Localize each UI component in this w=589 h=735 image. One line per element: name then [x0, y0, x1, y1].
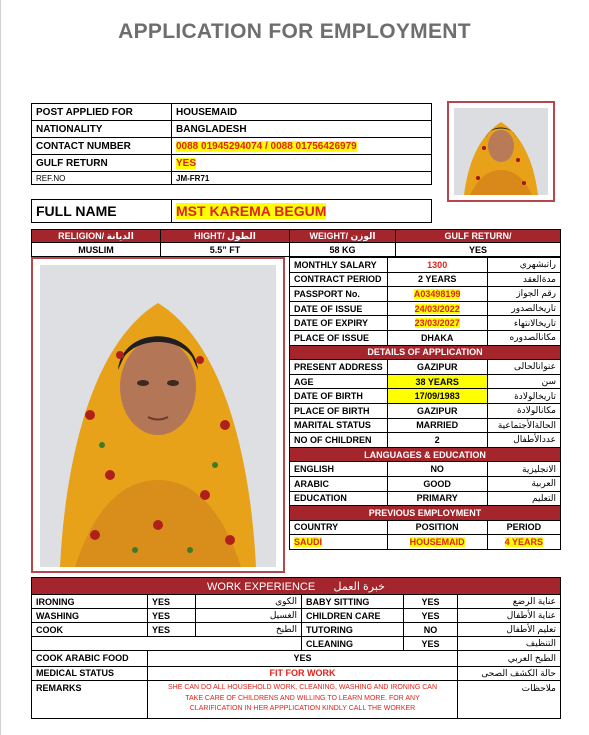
top-info-table [31, 103, 432, 185]
children-care-ar: عناية الأطفال [458, 609, 561, 623]
contact-label: CONTACT NUMBER [32, 138, 172, 155]
cook-label: COOK [32, 623, 148, 637]
period-value: 4 YEARS [504, 537, 544, 548]
cleaning-label: CLEANING [302, 637, 404, 651]
tutoring-ar: تعليم الأطفال [458, 623, 561, 637]
issue-place-label: PLACE OF ISSUE [290, 330, 388, 345]
remarks-value [148, 680, 458, 718]
details-table [289, 257, 561, 550]
languages-header: LANGUAGES & EDUCATION [290, 447, 561, 462]
expiry-date-label: DATE OF EXPIRY [290, 316, 388, 331]
remarks-line-2: TAKE CARE OF CHILDRENS AND WILLING TO LEARN MORE. FOR ANY [185, 694, 420, 702]
contract-period-label: CONTRACT PERIOD [290, 272, 388, 287]
application-header: DETAILS OF APPLICATION [290, 345, 561, 360]
children-label: NO OF CHILDREN [290, 433, 388, 448]
education-ar: التعليم [487, 491, 560, 506]
issue-place-value: DHAKA [387, 330, 487, 345]
salary-label: MONTHLY SALARY [290, 258, 388, 273]
contract-period-value: 2 YEARS [387, 272, 487, 287]
gulf-return-summary-value: YES [396, 243, 561, 257]
cook-ar: الطبخ [196, 623, 302, 637]
birth-place-label: PLACE OF BIRTH [290, 403, 388, 418]
weight-header: WEIGHT/ الوزن [290, 230, 396, 243]
issue-date-value: 24/03/2022 [414, 303, 460, 314]
passport-label: PASSPORT No. [290, 287, 388, 302]
gulf-return-value: YES [176, 157, 197, 169]
small-photo [454, 108, 548, 195]
issue-place-ar: مكانالصدوره [487, 330, 560, 345]
ref-no-label: REF.NO [32, 172, 172, 185]
cleaning-value: YES [404, 637, 458, 651]
remarks-line-1: SHE CAN DO ALL HOUSEHOLD WORK, CLEANING, WASHING AND IRONING CAN [167, 684, 438, 692]
children-care-value: YES [404, 609, 458, 623]
expiry-date-value: 23/03/2027 [414, 318, 460, 329]
page-title: APPLICATION FOR EMPLOYMENT [118, 20, 471, 43]
passport-value: A03498199 [413, 288, 461, 299]
work-experience-table [31, 577, 561, 719]
gulf-return-label: GULF RETURN [32, 155, 172, 172]
country-value: SAUDI [294, 537, 323, 548]
remarks-ar: ملاحظات [458, 680, 561, 718]
full-name-table [31, 199, 432, 223]
nationality-label: NATIONALITY [32, 121, 172, 138]
tutoring-label: TUTORING [302, 623, 404, 637]
arabic-ar: العربية [487, 476, 560, 491]
marital-value: MARRIED [387, 418, 487, 433]
weight-value: 58 KG [290, 243, 396, 257]
education-value: PRIMARY [387, 491, 487, 506]
baby-sitting-ar: عناية الرضع [458, 595, 561, 609]
religion-header: RELIGION/ الديانة [32, 230, 161, 243]
arabic-label: ARABIC [290, 476, 388, 491]
birth-place-ar: مكانالولادة [487, 403, 560, 418]
position-col: POSITION [387, 520, 487, 535]
birth-date-label: DATE OF BIRTH [290, 389, 388, 404]
cleaning-ar: التنظيف [458, 637, 561, 651]
ref-no-value: JM-FR71 [172, 172, 432, 185]
religion-value: MUSLIM [32, 243, 161, 257]
washing-ar: الغسيل [196, 609, 302, 623]
ironing-ar: الكوى [196, 595, 302, 609]
issue-date-ar: تاريخالصدور [487, 301, 560, 316]
baby-sitting-label: BABY SITTING [302, 595, 404, 609]
children-care-label: CHILDREN CARE [302, 609, 404, 623]
tutoring-value: NO [404, 623, 458, 637]
large-photo [40, 265, 276, 567]
remarks-line-3: CLARIFICATION IN HER APPPLICATION KINDLY CALL THE WORKER [189, 705, 416, 713]
english-label: ENGLISH [290, 462, 388, 477]
baby-sitting-value: YES [404, 595, 458, 609]
english-value: NO [387, 462, 487, 477]
marital-label: MARITAL STATUS [290, 418, 388, 433]
marital-ar: الحالةالأجتماعية [487, 418, 560, 433]
height-header: HIGHT/ الطول [161, 230, 290, 243]
birth-place-value: GAZIPUR [387, 403, 487, 418]
contract-period-ar: مدةالعقد [487, 272, 560, 287]
salary-value: 1300 [387, 258, 487, 273]
medical-label: MEDICAL STATUS [32, 666, 148, 680]
small-photo-frame [447, 101, 555, 202]
gulf-return-header: GULF RETURN/ [396, 230, 561, 243]
contact-value: 0088 01945294074 / 0088 01756426979 [176, 140, 357, 152]
full-name-value: MST KAREMA BEGUM [176, 203, 327, 219]
children-value: 2 [387, 433, 487, 448]
expiry-date-ar: تاريخالانتهاء [487, 316, 560, 331]
cook-value: YES [148, 623, 196, 637]
salary-ar: راتبشهري [487, 258, 560, 273]
washing-value: YES [148, 609, 196, 623]
medical-ar: حالة الكشف الصحى [458, 666, 561, 680]
english-ar: الانجليزية [487, 462, 560, 477]
previous-employment-header: PREVIOUS EMPLOYMENT [290, 506, 561, 521]
children-ar: عددالأطفال [487, 433, 560, 448]
work-experience-title-ar: خبرة العمل [333, 580, 385, 593]
post-applied-label: POST APPLIED FOR [32, 104, 172, 121]
empty-cell [32, 637, 302, 651]
age-ar: سن [487, 374, 560, 389]
summary-table [31, 229, 561, 257]
period-col: PERIOD [487, 520, 560, 535]
remarks-label: REMARKS [32, 680, 148, 718]
country-col: COUNTRY [290, 520, 388, 535]
ironing-label: IRONING [32, 595, 148, 609]
large-photo-frame [31, 257, 285, 573]
medical-value: FIT FOR WORK [148, 666, 458, 680]
age-label: AGE [290, 374, 388, 389]
post-applied-value: HOUSEMAID [172, 104, 432, 121]
nationality-value: BANGLADESH [172, 121, 432, 138]
work-experience-header [32, 578, 561, 595]
cook-arabic-ar: الطبخ العربي [458, 651, 561, 667]
height-value: 5.5” FT [161, 243, 290, 257]
birth-date-value: 17/09/1983 [387, 389, 487, 404]
cook-arabic-value: YES [148, 651, 458, 667]
arabic-value: GOOD [387, 476, 487, 491]
passport-ar: رقم الجواز [487, 287, 560, 302]
ironing-value: YES [148, 595, 196, 609]
education-label: EDUCATION [290, 491, 388, 506]
work-experience-title: WORK EXPERIENCE [207, 580, 316, 593]
age-value: 38 YEARS [387, 374, 487, 389]
full-name-label: FULL NAME [32, 200, 172, 223]
washing-label: WASHING [32, 609, 148, 623]
address-value: GAZIPUR [387, 360, 487, 375]
birth-date-ar: تاريخالولادة [487, 389, 560, 404]
cook-arabic-label: COOK ARABIC FOOD [32, 651, 148, 667]
address-label: PRESENT ADDRESS [290, 360, 388, 375]
issue-date-label: DATE OF ISSUE [290, 301, 388, 316]
position-value: HOUSEMAID [409, 537, 465, 548]
address-ar: عنوانالحالى [487, 360, 560, 375]
